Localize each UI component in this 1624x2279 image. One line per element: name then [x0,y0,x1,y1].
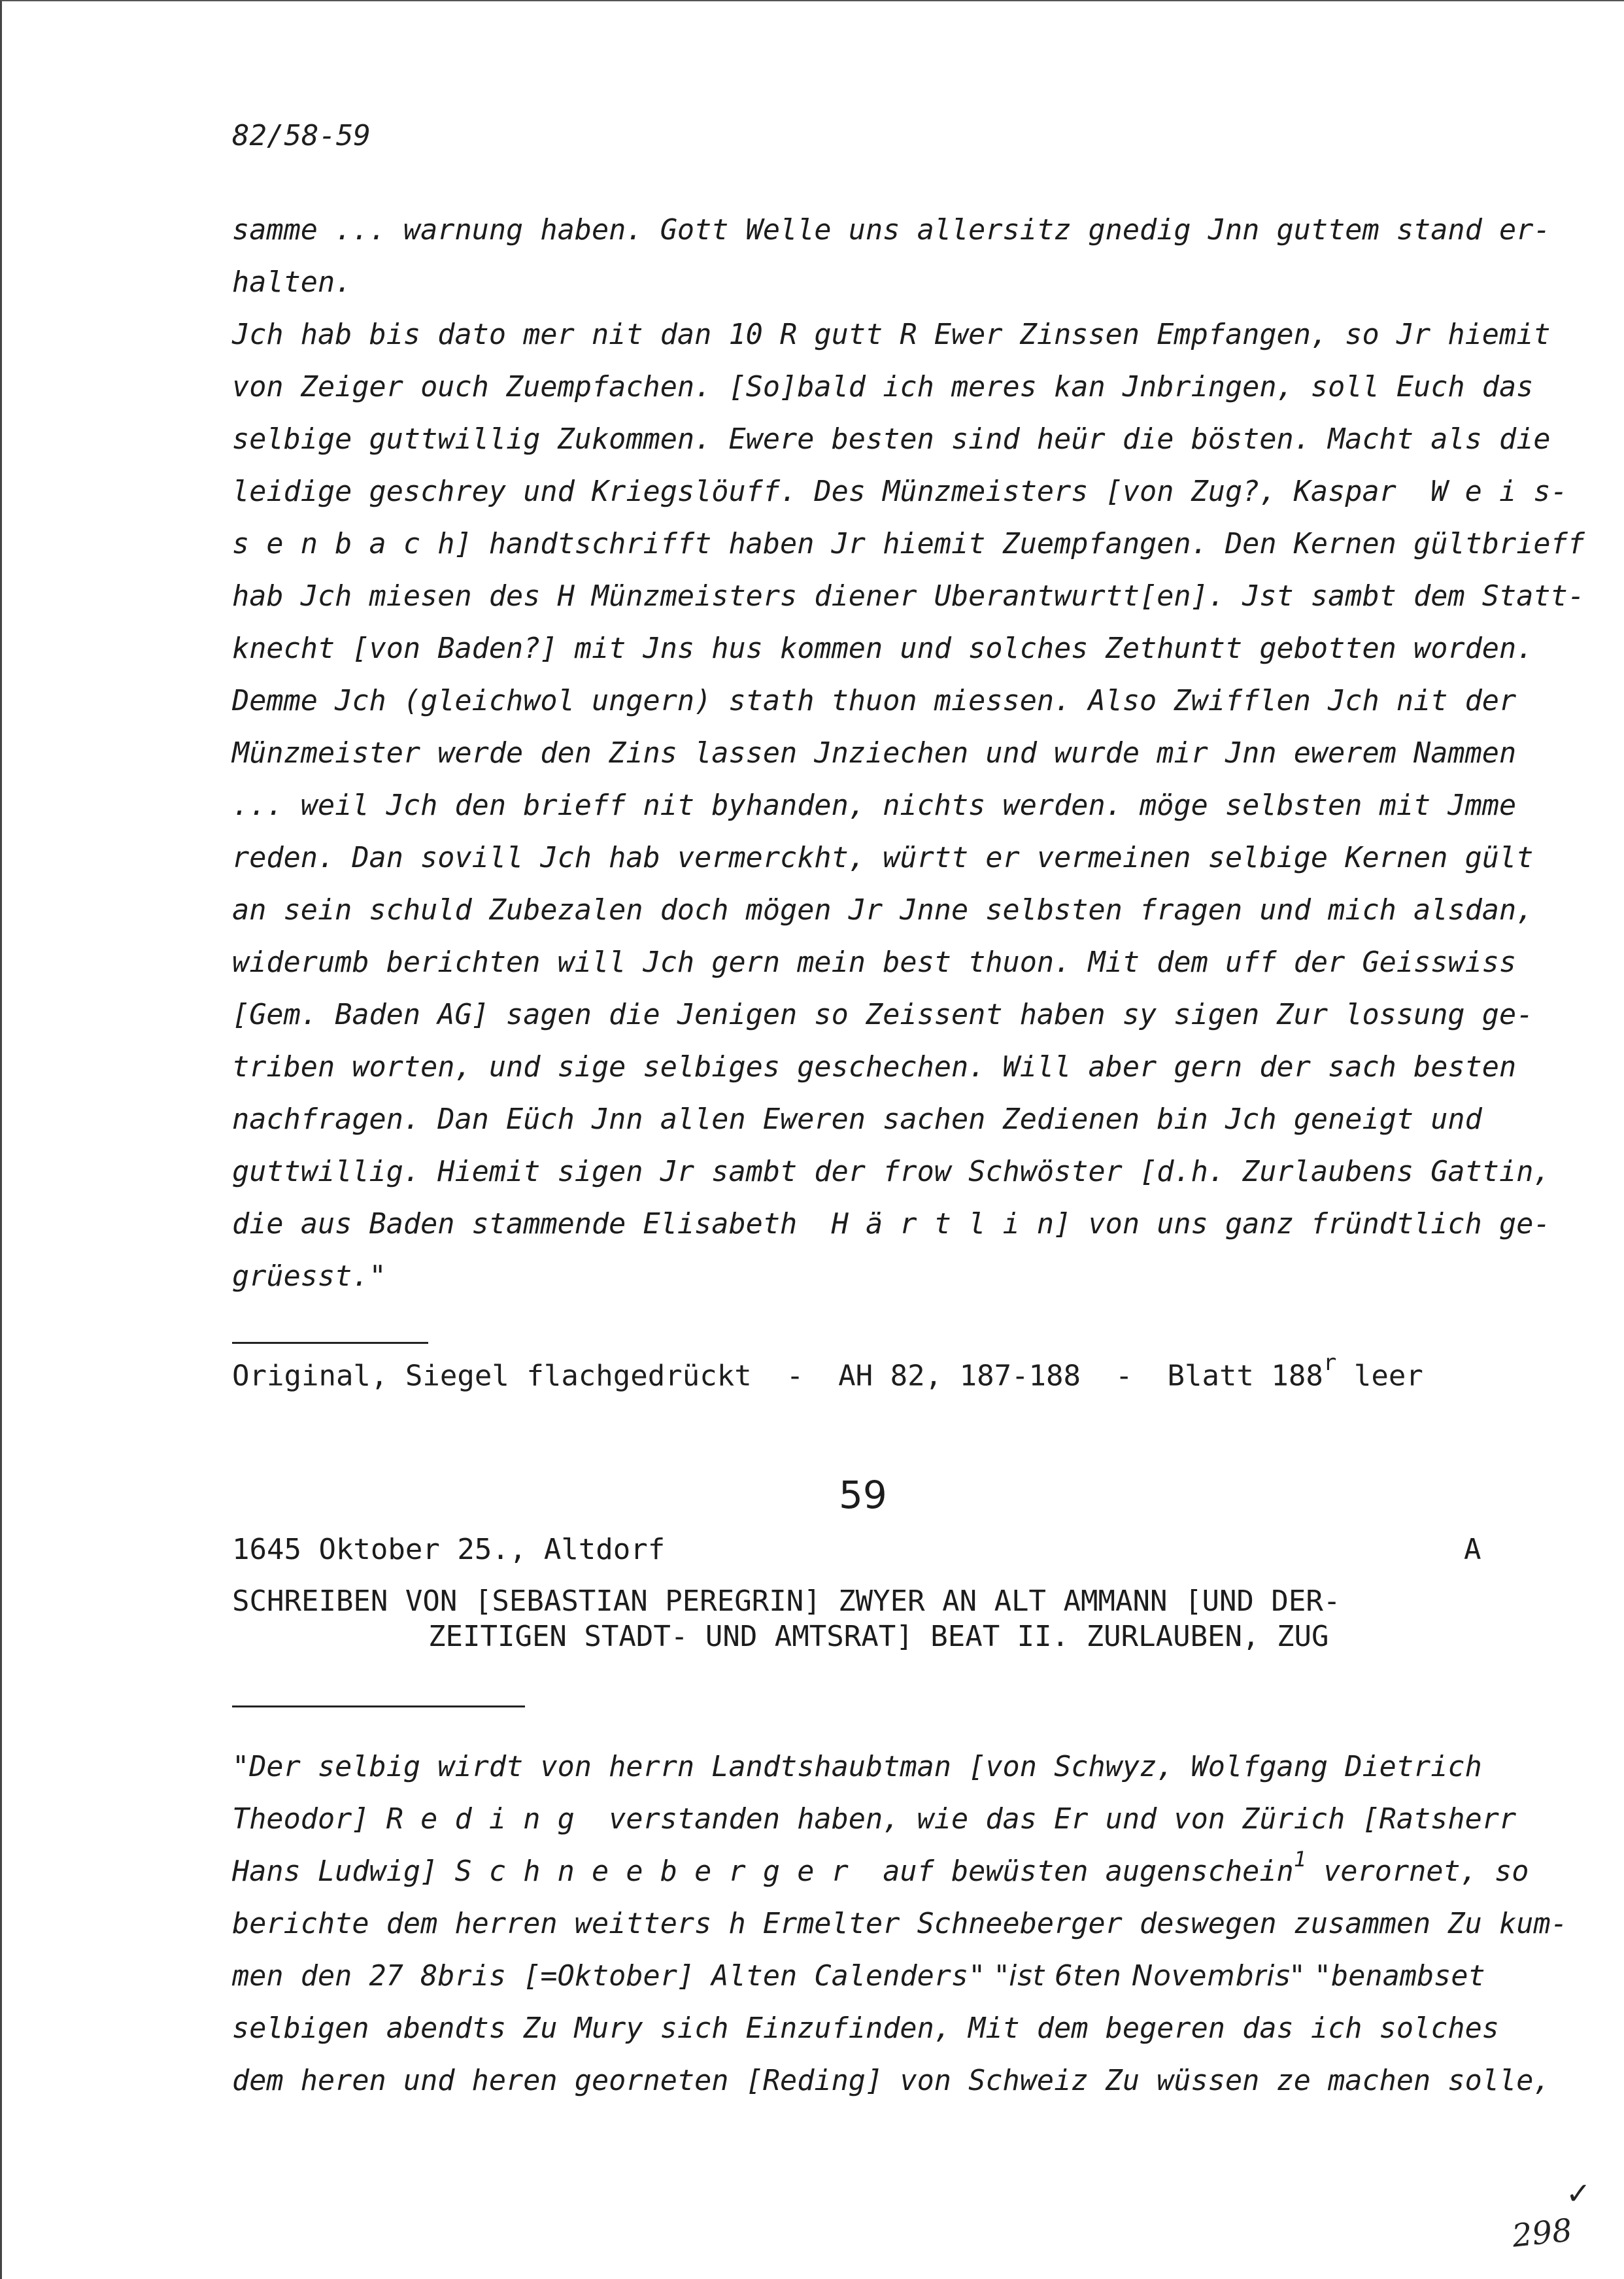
text-line: Theodor] R e d i n g verstanden haben, wie das Er und von Zürich [Ratsherr [232,1803,1517,1836]
document-heading [232,1584,1340,1654]
document-number: 59 [839,1473,887,1517]
text-line: nachfragen. Dan Eüch Jnn allen Eweren sachen Zedienen bin Jch geneigt und [232,1103,1482,1136]
text-line: selbigen abendts Zu Mury sich Einzufinden, Mit dem begeren das ich solches [232,2012,1500,2045]
text-line: grüesst." [232,1260,386,1293]
text-line: dem heren und heren georneten [Reding] von Schweiz Zu wüssen ze machen solle, [232,2065,1551,2097]
source-note-superscript: r [1323,1350,1337,1376]
text-line: Münzmeister werde den Zins lassen Jnziechen und wurde mir Jnn ewerem Nammen [232,737,1517,770]
source-note-text: Original, Siegel flachgedrückt - AH 82, 187-188 - Blatt 188 [232,1359,1323,1393]
text-line: triben worten, und sige selbiges geschechen. Will aber gern der sach besten [232,1051,1517,1084]
text-line [232,1845,1540,1898]
text-line: hab Jch miesen des H Münzmeisters diener Uberantwurtt[en]. Jst sambt dem Statt- [232,580,1585,613]
text-line: ... weil Jch den brieff nit byhanden, nichts werden. möge selbsten mit Jmme [232,789,1517,822]
document-reference: 82/58-59 [232,119,371,152]
heading-line: SCHREIBEN VON [SEBASTIAN PEREGRIN] ZWYER AN ALT AMMANN [UND DER- [232,1585,1341,1618]
text-line: an sein schuld Zubezalen doch mögen Jr Jnne selbsten fragen und mich alsdan, [232,894,1534,927]
text-segment: verornet, so [1306,1855,1529,1888]
heading-line: ZEITIGEN STADT- UND AMTSRAT] BEAT II. ZURLAUBEN, ZUG [428,1620,1329,1653]
text-line: berichte dem herren weitters h Ermelter Schneeberger deswegen zusammen Zu kum- [232,1908,1568,1940]
text-line: selbige guttwillig Zukommen. Ewere besten sind heür die bösten. Macht als die [232,423,1551,456]
text-line: Jch hab bis dato mer nit dan 10 R gutt R Ewer Zinssen Empfangen, so Jr hiemit [232,318,1551,351]
text-line: widerumb berichten will Jch gern mein best thuon. Mit dem uff der Geisswiss [232,946,1517,979]
section-divider [232,1342,428,1344]
document-type-letter: A [1464,1533,1481,1566]
text-line: samme ... warnung haben. Gott Welle uns allersitz gnedig Jnn guttem stand er- [232,214,1551,247]
text-line: "Der selbig wirdt von herrn Landtshaubtman [von Schwyz, Wolfgang Dietrich [232,1751,1482,1783]
text-line: die aus Baden stammende Elisabeth H ä r t l i n] von uns ganz fründtlich ge- [232,1208,1551,1241]
check-mark-icon: ✓ [1566,2176,1591,2211]
text-line: halten. [232,266,352,299]
letter-58-continuation [232,204,1585,1303]
text-segment: "benambset [1313,1960,1485,1993]
text-segment: Hans Ludwig] S c h n e e b e r g e r auf bewüsten augenschein [232,1855,1294,1888]
text-line: Demme Jch (gleichwol ungern) stath thuon miessen. Also Zwifflen Jch nit der [232,685,1517,717]
letter-59-body [232,1741,1568,2107]
text-line: reden. Dan sovill Jch hab vermerckht, württ er vermeinen selbige Kernen gült [232,842,1534,874]
text-line: s e n b a c h] handtschrifft haben Jr hiemit Zuempfangen. Den Kernen gültbrieff [232,528,1585,560]
heading-divider [232,1705,525,1707]
document-dateline: 1645 Oktober 25., Altdorf [232,1533,666,1566]
text-line: knecht [von Baden?] mit Jns hus kommen und solches Zethuntt gebotten worden. [232,632,1534,665]
text-line: guttwillig. Hiemit sigen Jr sambt der frow Schwöster [d.h. Zurlaubens Gattin, [232,1156,1551,1188]
handwritten-folio-number: 298 [1510,2212,1574,2255]
handwritten-insertion: "ist 6ten Novembris" [985,1960,1314,1993]
source-note-suffix: leer [1336,1359,1423,1393]
text-line: von Zeiger ouch Zuempfachen. [So]bald ich meres kan Jnbringen, soll Euch das [232,371,1534,403]
text-line: [Gem. Baden AG] sagen die Jenigen so Zeissent haben sy sigen Zur lossung ge- [232,999,1534,1031]
text-line: leidige geschrey und Kriegslöuff. Des Münzmeisters [von Zug?, Kaspar W e i s- [232,475,1568,508]
footnote-marker: 1 [1293,1847,1306,1872]
source-note [232,1350,1423,1393]
text-segment: men den 27 8bris [=Oktober] Alten Calenders" [232,1960,986,1993]
text-line [232,1950,1540,2002]
